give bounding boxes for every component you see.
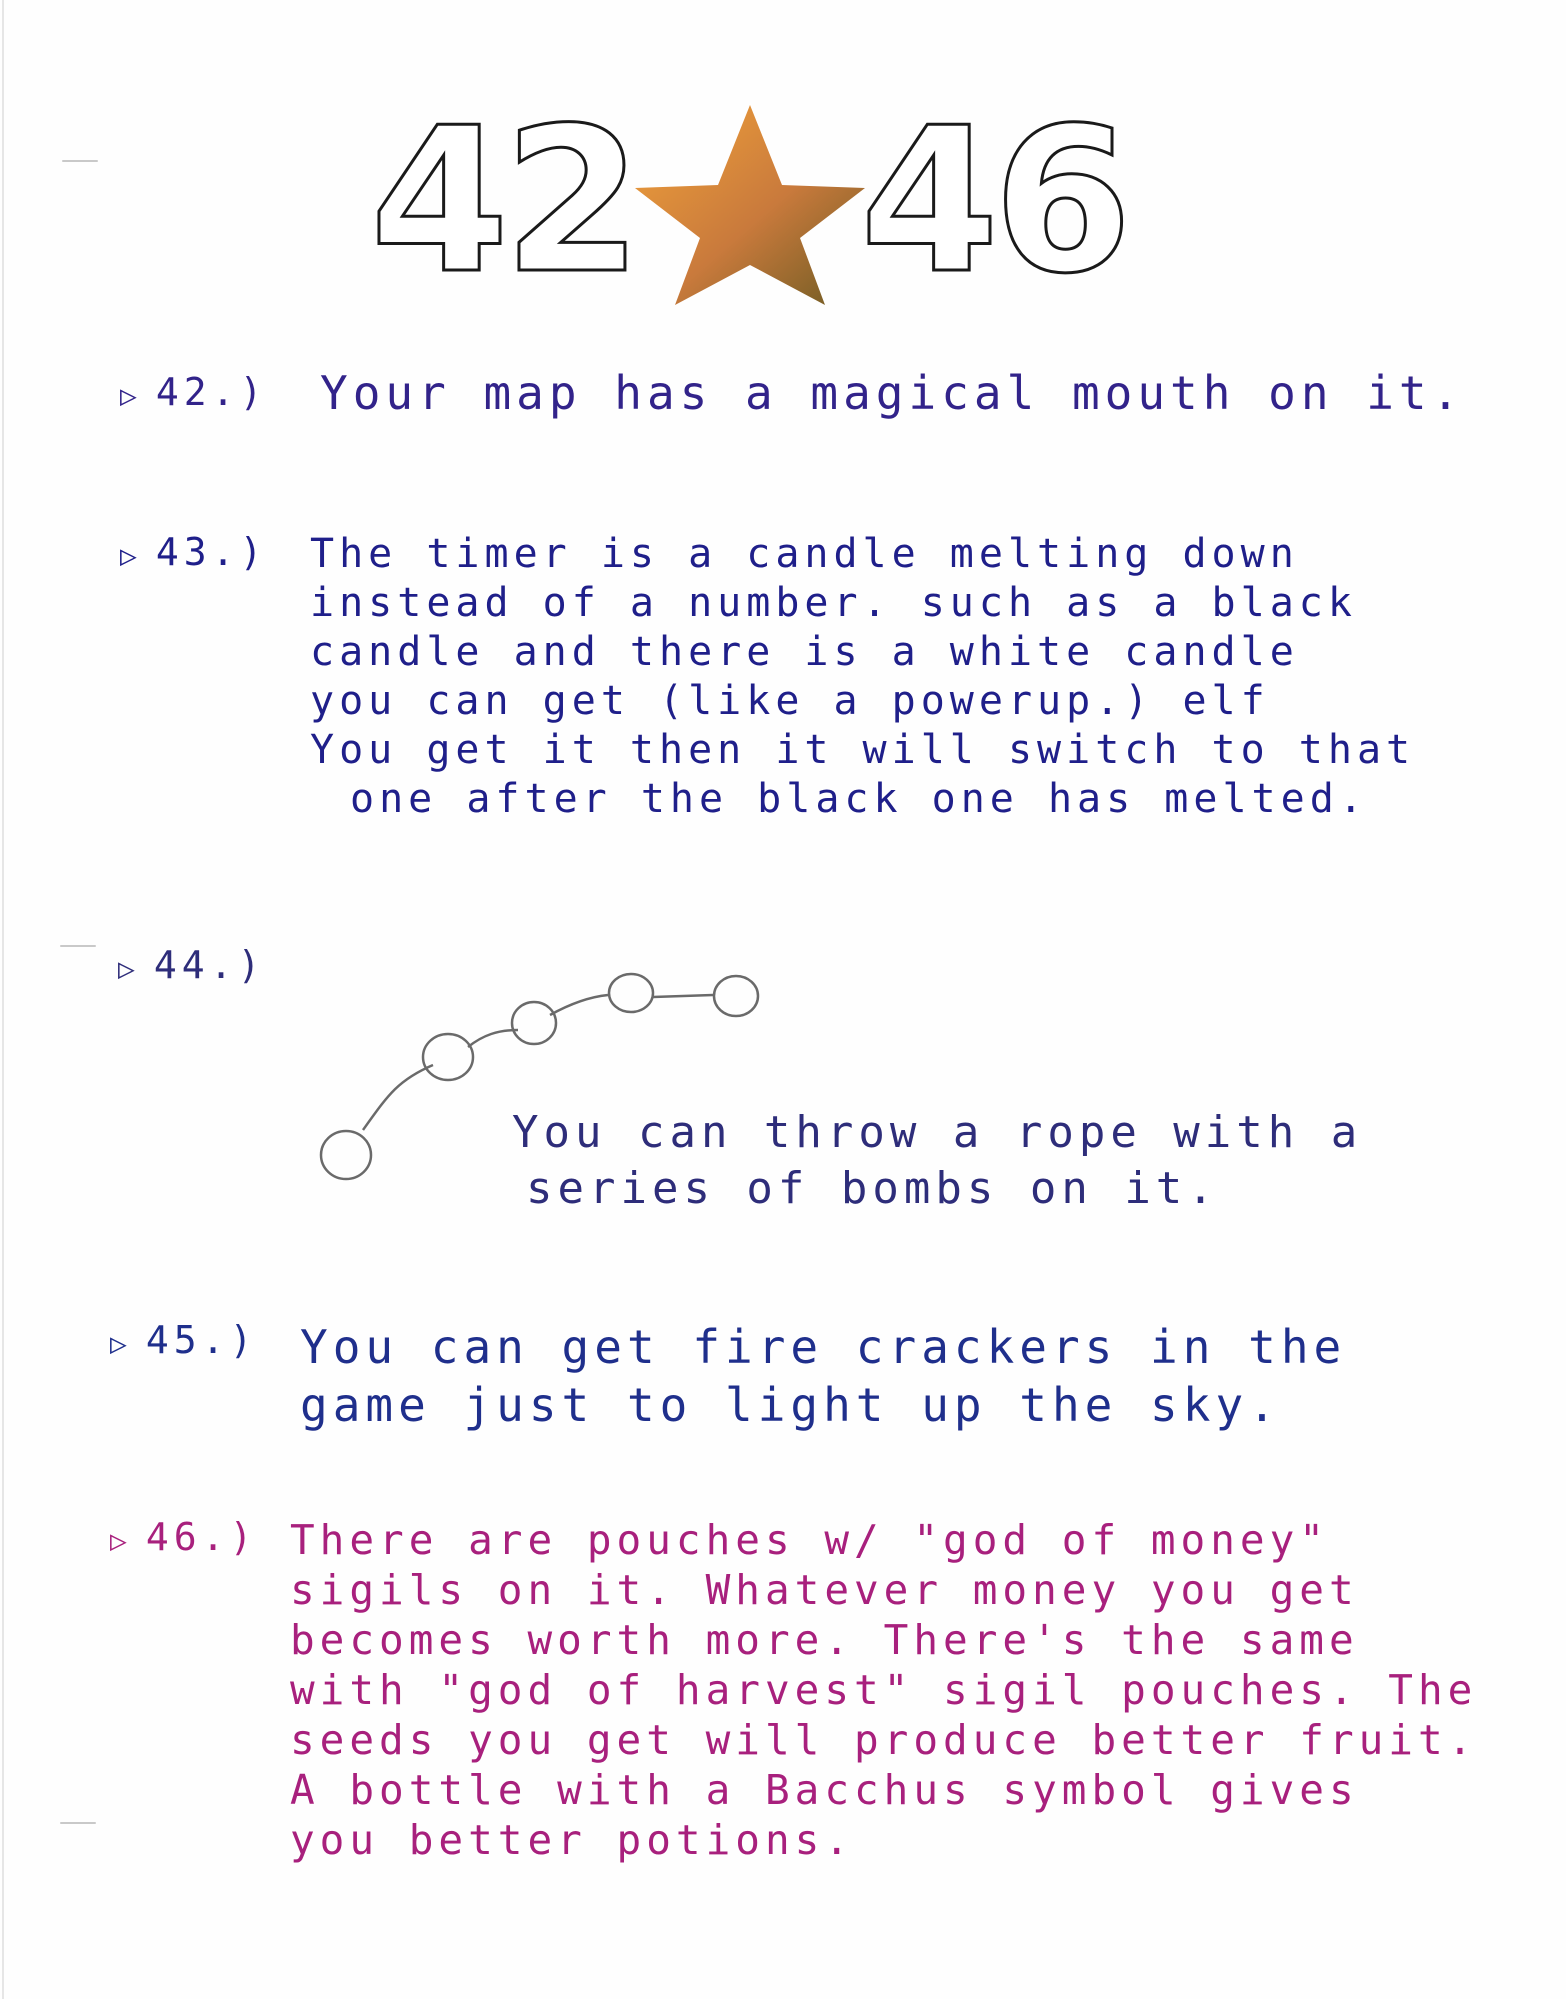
entry-line: sigils on it. Whatever money you get: [290, 1566, 1359, 1614]
triangle-bullet-icon: ▷: [118, 952, 140, 985]
triangle-bullet-icon: ▷: [110, 1327, 132, 1360]
header-title: [360, 80, 1140, 310]
entry-line: seeds you get will produce better fruit.: [290, 1716, 1478, 1764]
triangle-bullet-icon: ▷: [110, 1524, 132, 1557]
entry-line: game just to light up the sky.: [300, 1378, 1281, 1432]
bomb-icon: [321, 1131, 371, 1179]
entry-number: ▷ 44.): [118, 943, 266, 987]
entry-line: Your map has a magical mouth on it.: [320, 366, 1465, 420]
entry-line: series of bombs on it.: [526, 1163, 1219, 1214]
hole-punch-mark: [60, 1822, 96, 1824]
header-left-number: 42: [370, 85, 637, 310]
entry-line: one after the black one has melted.: [350, 776, 1368, 822]
entry-text: [512, 1105, 1362, 1217]
entry-line: you can get (like a powerup.) elf: [310, 678, 1270, 724]
entry-number: ▷ 43.): [120, 530, 268, 574]
entry-number: ▷ 46.): [110, 1515, 258, 1559]
entry-text: [290, 1515, 1477, 1865]
entry-text: [320, 366, 1464, 420]
entry-line: You can get fire crackers in the: [300, 1320, 1347, 1374]
entry-number: ▷ 45.): [110, 1318, 258, 1362]
bomb-icon: [423, 1034, 473, 1080]
entry-line: becomes worth more. There's the same: [290, 1616, 1359, 1664]
entry-line: instead of a number. such as a black: [310, 580, 1357, 626]
hole-punch-mark: [60, 945, 96, 947]
entry-text: [310, 530, 1415, 824]
entry-line: A bottle with a Bacchus symbol gives: [290, 1766, 1359, 1814]
entry-line: There are pouches w/ "god of money": [290, 1516, 1329, 1564]
star-icon: [635, 105, 865, 305]
header-right-number: 46: [860, 85, 1127, 310]
bomb-icon: [714, 976, 758, 1016]
triangle-bullet-icon: ▷: [120, 379, 142, 412]
entry-line: You can throw a rope with a: [512, 1107, 1363, 1158]
bomb-icon: [512, 1002, 556, 1044]
entry-number: ▷ 42.): [120, 370, 268, 414]
entry-text: [300, 1318, 1346, 1434]
hole-punch-mark: [62, 160, 98, 162]
triangle-bullet-icon: ▷: [120, 539, 142, 572]
page-edge-line: [2, 0, 4, 1999]
entry-line: you better potions.: [290, 1816, 854, 1864]
bomb-icon: [609, 974, 653, 1012]
entry-line: candle and there is a white candle: [310, 629, 1299, 675]
entry-line: You get it then it will switch to that: [310, 727, 1416, 773]
entry-line: with "god of harvest" sigil pouches. The: [290, 1666, 1478, 1714]
entry-line: The timer is a candle melting down: [310, 531, 1299, 577]
